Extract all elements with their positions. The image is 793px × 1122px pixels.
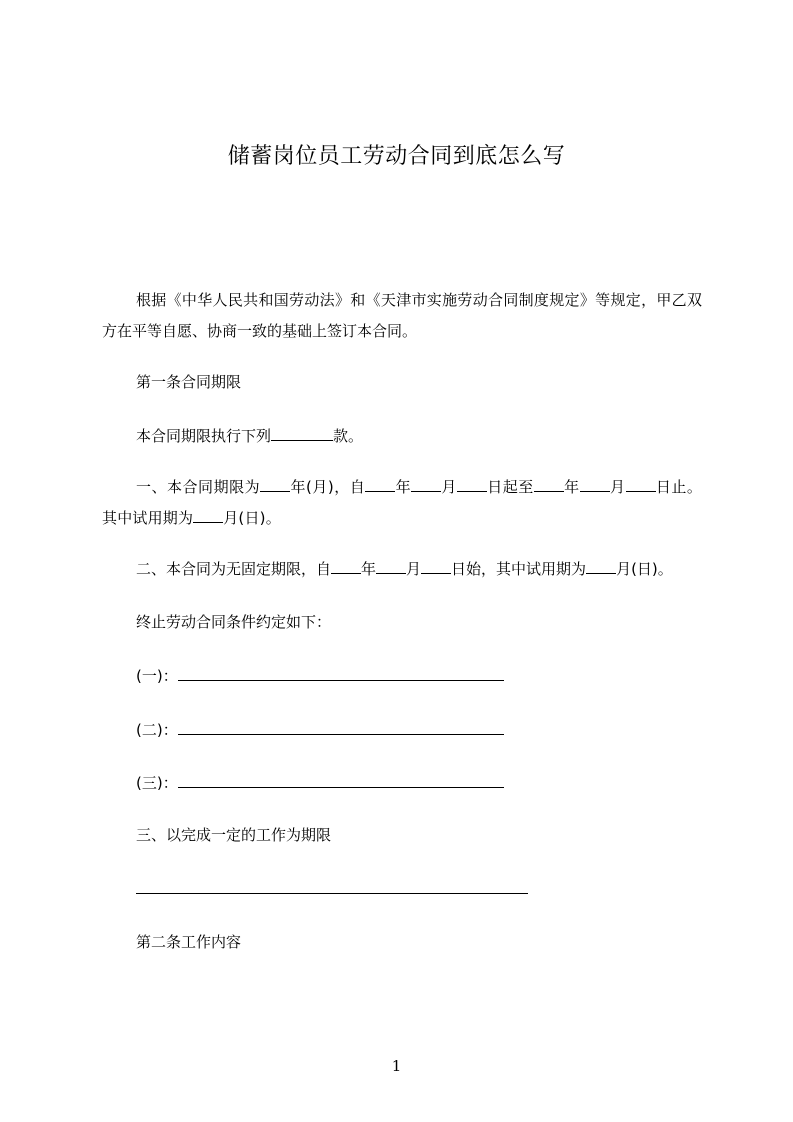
page-number: 1 <box>391 1057 402 1075</box>
termination-item-label: (三)： <box>136 774 178 792</box>
termination-item-label: (二)： <box>136 721 178 739</box>
fill-blank <box>178 772 504 788</box>
fill-blank <box>178 665 504 681</box>
option1-text9: 月(日)。 <box>223 509 281 527</box>
fill-blank <box>365 476 395 492</box>
fill-blank <box>534 476 564 492</box>
article1-heading: 第一条合同期限 <box>136 373 242 391</box>
option1-text5: 日起至 <box>486 478 534 496</box>
fill-blank <box>586 558 616 574</box>
execute-suffix: 款。 <box>333 427 364 445</box>
fill-blank <box>260 476 290 492</box>
option2-text3: 月 <box>406 560 422 578</box>
option1-text7: 月 <box>609 478 626 496</box>
fill-blank <box>421 558 451 574</box>
fill-blank <box>271 425 333 441</box>
termination-item-1 <box>136 665 504 686</box>
fill-blank <box>580 476 610 492</box>
fill-blank-long <box>136 893 528 894</box>
option1-paragraph <box>102 472 702 534</box>
option1-text3: 年 <box>395 478 412 496</box>
termination-item-2 <box>136 719 504 740</box>
fill-blank <box>193 507 223 523</box>
option2-line <box>136 558 673 579</box>
option1-text6: 年 <box>563 478 580 496</box>
document-title: 储蓄岗位员工劳动合同到底怎么写 <box>227 144 566 169</box>
fill-blank <box>178 719 504 735</box>
fill-blank <box>626 476 656 492</box>
article2-heading: 第二条工作内容 <box>136 933 242 951</box>
option1-text2: 年(月)，自 <box>290 478 366 496</box>
option1-text8: 日止。其中试用期为 <box>102 478 703 527</box>
option3-line: 三、以完成一定的工作为期限 <box>136 826 332 844</box>
execute-prefix: 本合同期限执行下列 <box>136 427 272 445</box>
termination-item-label: (一)： <box>136 667 178 685</box>
fill-blank <box>376 558 406 574</box>
fill-blank <box>331 558 361 574</box>
option1-text4: 月 <box>441 478 457 496</box>
option2-text2: 年 <box>361 560 377 578</box>
fill-blank <box>411 476 441 492</box>
intro-paragraph: 根据《中华人民共和国劳动法》和《天津市实施劳动合同制度规定》等规定，甲乙双方在平等自愿、协商一致的基础上签订本合同。 <box>102 291 702 340</box>
execute-clause <box>136 425 363 446</box>
fill-blank <box>457 476 487 492</box>
option2-text5: 月(日)。 <box>616 560 673 578</box>
termination-item-3 <box>136 772 504 793</box>
termination-heading: 终止劳动合同条件约定如下： <box>136 613 332 631</box>
option2-text4: 日始，其中试用期为 <box>451 560 587 578</box>
option2-text1: 二、本合同为无固定期限，自 <box>136 560 332 578</box>
option1-text1: 一、本合同期限为 <box>136 478 261 496</box>
